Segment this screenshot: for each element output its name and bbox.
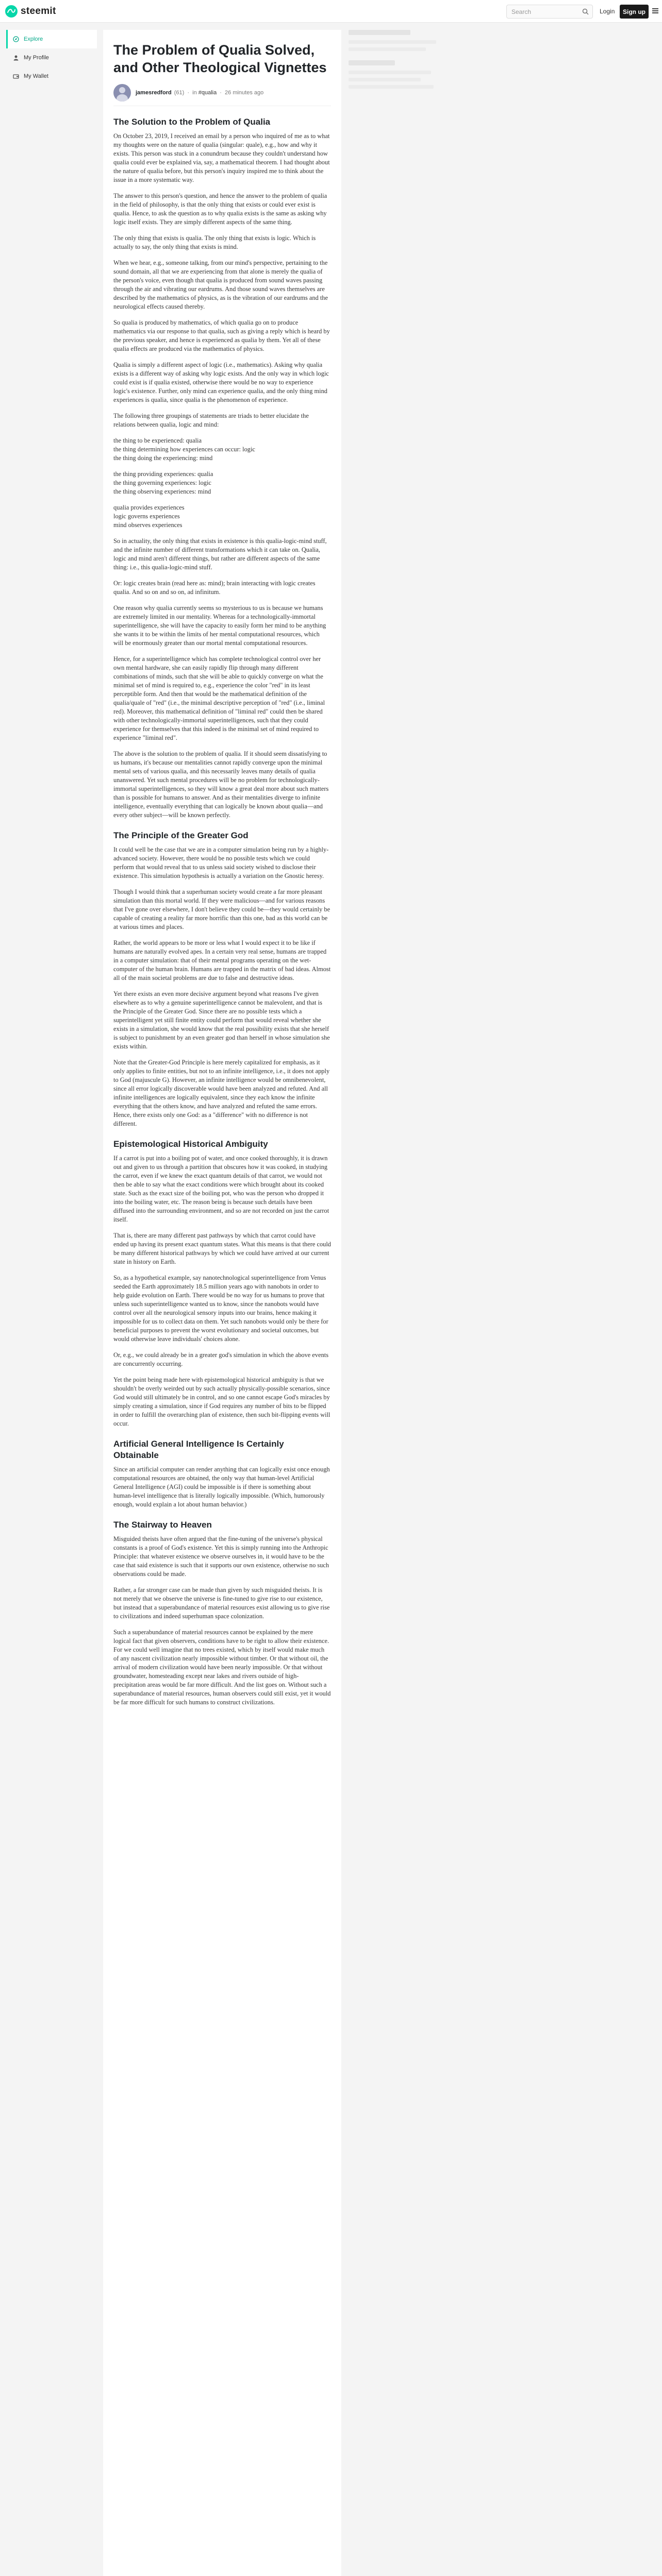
community-tag[interactable]: #qualia <box>198 89 217 96</box>
sidebar-item-my-wallet[interactable] <box>6 67 97 86</box>
post-byline <box>113 86 331 106</box>
section-heading: Artificial General Intelligence Is Certainly Obtainable <box>113 1439 284 1460</box>
sidebar-item-explore[interactable] <box>6 30 97 48</box>
rail-placeholder <box>349 71 431 74</box>
post-paragraph: So, as a hypothetical example, say nanotechnological superintelligence from Venus seeded the Earth approximately 18.5 million years ago with nanobots in order to help guide evolution on Earth. There would be no way for us humans to prove that unless such superintelligence wanted us to know, since the nanobots would have control over all the neurological sensory inputs into our brains, hence making it impossible for us to collect data on them. Yet such nanobots would only be there for beneficial purposes to prevent the worst evolutionary and societal outcomes, but would otherwise leave individuals' choices alone. <box>113 1274 328 1343</box>
steemit-logo[interactable] <box>5 5 56 18</box>
post-time: 26 minutes ago <box>225 89 264 96</box>
rail-block <box>349 30 446 51</box>
rail-placeholder <box>349 60 395 65</box>
rail-block <box>349 60 446 89</box>
sidebar-item-label: My Wallet <box>24 73 48 79</box>
byline-separator: · <box>187 89 190 96</box>
brand-name: steemit <box>21 5 56 16</box>
post-paragraph: That is, there are many different past pathways by which that carrot could have ended up having its present exact quantum states. What this means is that there could be many different historical pathways by which we could have arrived at our current state in history on Earth. <box>113 1232 331 1265</box>
signup-button[interactable]: Sign up <box>620 5 649 19</box>
login-link[interactable]: Login <box>600 8 615 15</box>
post-paragraph: Yet there exists an even more decisive argument beyond what reasons I've given elsewhere as to why a genuine superintelligence cannot be malevolent, and that is the Principle of the Greater God. Since there are no possible tests which a superintelligent yet still finite entity could perform that would reveal whether she exists in a simulation, she would know that the real possibility exists that she herself is subject to punishment by an even greater god than herself in whose simulation she exists within. <box>113 990 330 1050</box>
post-title: The Problem of Qualia Solved, and Other Theological Vignettes <box>113 42 327 75</box>
post-paragraph: Note that the Greater-God Principle is here merely capitalized for emphasis, as it only applies to finite entities, but not to an infinite intelligence, i.e., it does not apply to God (majuscule G). However, an infinite intelligence would be omnibenevolent, since all error logically discoverable would have been analyzed and refuted. And all infinite intelligences are logically equivalent, since they each know the infinite everything that the others know, and have analyzed and refuted the same errors. Hence, there exists only one God: as a "difference" with no difference is not different. <box>113 1059 330 1127</box>
post-paragraph: The only thing that exists is qualia. The only thing that exists is logic. Which is actually to say, the only thing that exists is mind. <box>113 234 316 250</box>
post-paragraph: If a carrot is put into a boiling pot of water, and once cooked thoroughly, it is drawn out and given to us through a partition that obscures how it was cooked, in studying the carrot, even if we knew the exact quantum details of that carrot, we would not then be able to say what the exact conditions were which brought about its cooked state. Such as the exact size of the boiling pot, who was the person who dropped it into the boiling water, etc. The reason being is because such details have been diffused into the surrounding environment, and so are not recorded on just the carrot itself. <box>113 1155 329 1223</box>
section-heading: Epistemological Historical Ambiguity <box>113 1139 268 1149</box>
post-paragraph: Hence, for a superintelligence which has complete technological control over her own mental hardware, she can easily rapidly flip through many different combinations of minds, such that she will be able to quickly converge on what the minimal set of mind is required to, e.g., experience the color "red" in its least perceptible form. And then that would be the mathematical definition of the qualia/quale of "red" (i.e., the minimal descriptive perception of "red" (i.e., liminal red). Moreover, this mathematical definition of "liminal red" could then be shared with other technologically-immortal superintelligences, such that they could experience for themselves that this indeed is the minimal set of mind required to experience "liminal red". <box>113 655 325 741</box>
post-paragraph: The answer to this person's question, and hence the answer to the problem of qualia in the field of philosophy, is that the only thing that exists or could ever exist is qualia. Hence, to ask the question as to why qualia exists is the same as asking why logic itself exists. They are simply different aspects of the same thing. <box>113 192 327 226</box>
rail-placeholder <box>349 85 434 89</box>
post-paragraph: qualia provides experiences logic governs experiences mind observes experiences <box>113 504 185 529</box>
hamburger-menu-icon[interactable] <box>652 7 659 17</box>
rail-placeholder <box>349 78 421 81</box>
post-paragraph: Qualia is simply a different aspect of logic (i.e., mathematics). Asking why qualia exists is a different way of asking why logic exists. And the only way in which logic could exist is if qualia existed, otherwise there would be no way to experience logic's existence. Further, only mind can experience qualia, and the only thing mind experiences is qualia, since qualia is the phenomenon of experience. <box>113 361 329 403</box>
post-paragraph: So in actuality, the only thing that exists in existence is this qualia-logic-mind stuff, and the infinite number of different transformations which it can take on. Qualia, logic and mind aren't different things, but rather are different aspects of the same thing: i.e., this qualia-logic-mind stuff. <box>113 537 327 571</box>
wallet-icon <box>12 73 20 80</box>
top-header <box>0 0 662 23</box>
user-icon <box>12 54 20 61</box>
post-paragraph: Such a superabundance of material resources cannot be explained by the mere logical fact that given observers, conditions have to be right to allow their existence. For we could well imagine that no trees existed, which by itself would make much of any nascent civilization nearly impossible without timber. Or that without oil, the arrival of modern civilization would have been nearly impossible. Or that without groundwater, homesteading except near lakes and rivers outside of high-precipitation areas would be far more difficult. And the list goes on. Without such a superabundance of material resources, human observers could still exist, yet it would be far more difficult for such humans to construct civilizations. <box>113 1629 331 1706</box>
post-paragraph: One reason why qualia currently seems so mysterious to us is because we humans are extremely limited in our mentality. Whereas for a technologically-immortal superintelligence, she will have the capacity to easily form her mind to be anything she wants it to be within the limits of her mental computational resources, which will be enormously greater than our mortal mental computational resources. <box>113 604 326 647</box>
author-name[interactable]: jamesredford <box>136 89 172 96</box>
section-heading: The Principle of the Greater God <box>113 831 249 840</box>
post-paragraph: Rather, the world appears to be more or less what I would expect it to be like if humans are naturally evolved apes. In a certain very real sense, humans are trapped in a computer simulation: that of their mental programs operating on the wet-computer of the human brain. Humans are trapped in the matrix of bad ideas. Almost all of the main societal problems are due to false and destructive ideas. <box>113 939 331 981</box>
byline-text <box>136 90 263 96</box>
post-paragraph: The following three groupings of statements are triads to better elucidate the relations between qualia, logic and mind: <box>113 412 309 428</box>
post-body <box>113 116 331 1707</box>
post-paragraph: Yet the point being made here with epistemological historical ambiguity is that we shouldn't be overly weirded out by such actually physically-possible scenarios, since God would still ultimately be in control, and so one cannot escape God's miracles by simply creating a simulation, since if God requires any number of bits to be flipped in order to fulfill the overarching plan of existence, then such bit-flipping events will occur. <box>113 1376 330 1427</box>
rail-placeholder <box>349 30 410 35</box>
post-card <box>103 30 341 2576</box>
sidebar-item-label: My Profile <box>24 55 49 61</box>
post-paragraph: the thing to be experienced: qualia the thing determining how experiences can occur: logic the thing doing the experiencing: mind <box>113 437 255 462</box>
right-rail <box>349 30 446 98</box>
post-paragraph: Or: logic creates brain (read here as: mind); brain interacting with logic creates qualia. And so on and so on, ad infinitum. <box>113 580 316 596</box>
post-paragraph: The above is the solution to the problem of qualia. If it should seem dissatisfying to us humans, it's because our mentalities cannot rapidly converge upon the minimal mental sets of various qualia, and this necessarily leaves many details of qualia unanswered. Yet such mental procedures will be no problem for technologically-immortal superintelligences, so they will know a great deal more about such matters than is possible for humans to answer. And as their mentalities diverge to infinite intelligence, eventually everything that can logically be known about qualia—and every other subject—will be known perfectly. <box>113 750 329 819</box>
sidebar-item-label: Explore <box>24 36 43 42</box>
rail-placeholder <box>349 47 426 51</box>
post-paragraph: Or, e.g., we could already be in a greater god's simulation in which the above events are concurrently occurring. <box>113 1351 329 1367</box>
post-paragraph: It could well be the case that we are in a computer simulation being run by a highly-advanced society. However, there would be no possible tests which we could perform that would reveal that to us unless said society wished to disclose their existence. This simulation hypothesis is actually a variation on the Gnostic heresy. <box>113 846 329 879</box>
author-avatar[interactable] <box>113 84 131 101</box>
byline-separator: · <box>220 89 222 96</box>
author-reputation: (61) <box>174 89 185 96</box>
post-paragraph: the thing providing experiences: qualia the thing governing experiences: logic the thing observing experiences: mind <box>113 470 213 495</box>
post-paragraph: So qualia is produced by mathematics, of which qualia go on to produce mathematics via our response to that qualia, such as giving a reply which is heard by the previous speaker, and hence is experienced as qualia by them. Yet all of these qualia effects are produced via the mathematics of physics. <box>113 319 330 352</box>
section-heading: The Solution to the Problem of Qualia <box>113 117 271 127</box>
compass-icon <box>12 36 20 43</box>
rail-placeholder <box>349 40 436 44</box>
search-box[interactable] <box>506 5 593 19</box>
post-paragraph: Since an artificial computer can render anything that can logically exist once enough computational resources are obtained, the only way that human-level Artificial General Intelligence (AGI) could be impossible is if there is something about human-level intelligence that is literally logically impossible. (Which, humorously enough, would explain a lot about human behavior.) <box>113 1466 330 1508</box>
post-paragraph: Rather, a far stronger case can be made than given by such misguided theists. It is not merely that we observe the universe is fine-tuned to give rise to our existence, but instead that a superabundance of material resources exist allowing us to give rise to civilizations and indeed superhuman space colonization. <box>113 1586 330 1620</box>
section-heading: The Stairway to Heaven <box>113 1520 212 1530</box>
search-input[interactable] <box>511 8 578 15</box>
post-paragraph: Misguided theists have often argued that the fine-tuning of the universe's physical constants is a proof of God's existence. Yet this is simply running into the Anthropic Principle: that whatever existence we observe ourselves in, it would have to be the case that said existence is such that it supports our own existence, otherwise no such observations could be made. <box>113 1535 329 1578</box>
post-paragraph: When we hear, e.g., someone talking, from our mind's perspective, pertaining to the sound domain, all that we are experiencing from that alone is merely the qualia of the person's voice, even though that qualia is produced from sound waves passing through the air and vibrating our eardrums. And those sound waves themselves are described by the mathematics of physics, as is the vibration of our eardrums and the neurological effects caused thereby. <box>113 259 328 310</box>
sidebar-item-my-profile[interactable] <box>6 48 97 67</box>
left-sidebar <box>6 30 97 86</box>
post-paragraph: On October 23, 2019, I received an email by a person who inquired of me as to what my thoughts were on the nature of qualia (singular: quale), e.g., how and why it exists. This person was stuck in a conundrum because they couldn't understand how qualia could ever be explained via, say, a mathematical theorem. I had thought about the nature of qualia before, but this person's inquiry inspired me to think about the issue in a more systematic way. <box>113 132 330 183</box>
in-label: in <box>192 89 197 96</box>
steemit-logo-icon <box>5 5 18 18</box>
post-paragraph: Though I would think that a superhuman society would create a far more pleasant simulation than this mortal world. If they were malicious—and for various reasons that I've gone over elsewhere, I don't believe they could be—they would certainly be capable of creating a reality far more horrific than this one, bad as this world can be at various times and places. <box>113 888 330 930</box>
search-icon[interactable] <box>582 8 589 18</box>
